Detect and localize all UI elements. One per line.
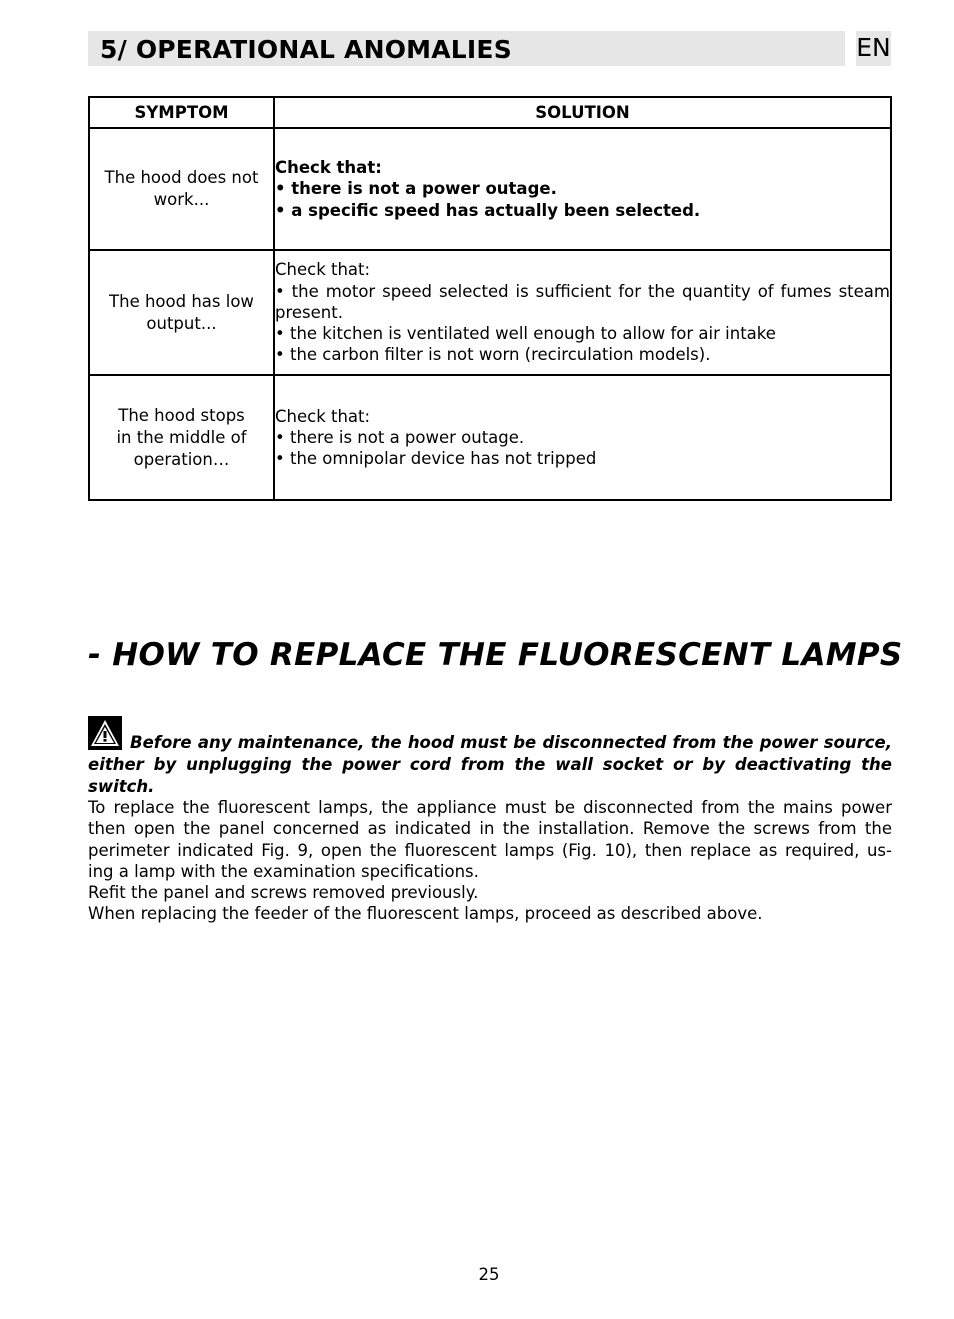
section-title: 5/ OPERATIONAL ANOMALIES bbox=[100, 35, 512, 64]
symptom-line: output... bbox=[146, 313, 217, 333]
solution-cell bbox=[274, 128, 891, 250]
page-number: 25 bbox=[478, 1265, 500, 1284]
instruction-line: When replacing the feeder of the fluorescent lamps, proceed as described above. bbox=[88, 904, 763, 924]
solution-line: • there is not a power outage. bbox=[275, 179, 557, 199]
symptom-line: operation… bbox=[133, 449, 230, 469]
solution-cell bbox=[274, 375, 891, 500]
solution-line: • the omnipolar device has not tripped bbox=[275, 449, 597, 469]
instruction-line: perimeter indicated Fig. 9, open the fluorescent lamps (Fig. 10), then replace as required, us- bbox=[88, 840, 892, 860]
solution-line: Check that: bbox=[275, 406, 371, 426]
symptom-cell bbox=[89, 250, 274, 375]
symptom-cell bbox=[89, 128, 274, 250]
symptom-line: The hood does not bbox=[104, 168, 259, 187]
solution-line: • there is not a power outage. bbox=[275, 427, 525, 447]
instruction-line: ing a lamp with the examination specifications. bbox=[88, 861, 479, 881]
symptom-line: The hood has low bbox=[109, 291, 254, 311]
instruction-line: Refit the panel and screws removed previously. bbox=[88, 883, 479, 903]
solution-line: • the kitchen is ventilated well enough to allow for air intake bbox=[275, 324, 776, 344]
column-header-symptom: SYMPTOM bbox=[89, 97, 274, 128]
maintenance-warning: Before any maintenance, the hood must be disconnected from the power source, either by unplugging the power cord from the wall socket or by deactivating the switch. bbox=[88, 733, 892, 796]
lamps-instructions bbox=[88, 797, 892, 925]
symptom-line: in the middle of bbox=[116, 427, 247, 447]
anomalies-table bbox=[88, 96, 892, 501]
solution-line: Check that: bbox=[275, 158, 382, 178]
table-header-row bbox=[89, 97, 891, 128]
column-header-solution: SOLUTION bbox=[274, 97, 891, 128]
symptom-line: work... bbox=[153, 190, 210, 209]
table-row bbox=[89, 375, 891, 500]
language-badge: EN bbox=[856, 31, 891, 66]
instruction-line: To replace the fluorescent lamps, the appliance must be disconnected from the mains power bbox=[88, 798, 892, 817]
lamps-section-title: - HOW TO REPLACE THE FLUORESCENT LAMPS bbox=[88, 637, 903, 673]
symptom-cell bbox=[89, 375, 274, 500]
solution-line: • a specific speed has actually been selected. bbox=[275, 200, 701, 220]
table-row bbox=[89, 128, 891, 250]
solution-cell bbox=[274, 250, 891, 375]
table-row bbox=[89, 250, 891, 375]
symptom-line: The hood stops bbox=[118, 405, 245, 425]
solution-line: Check that: bbox=[275, 260, 371, 280]
solution-line: • the carbon filter is not worn (recirculation models). bbox=[275, 345, 711, 365]
solution-line: • the motor speed selected is sufficient for the quantity of fumes steam present. bbox=[275, 281, 890, 322]
instruction-line: then open the panel concerned as indicated in the installation. Remove the screws from the bbox=[88, 819, 892, 839]
